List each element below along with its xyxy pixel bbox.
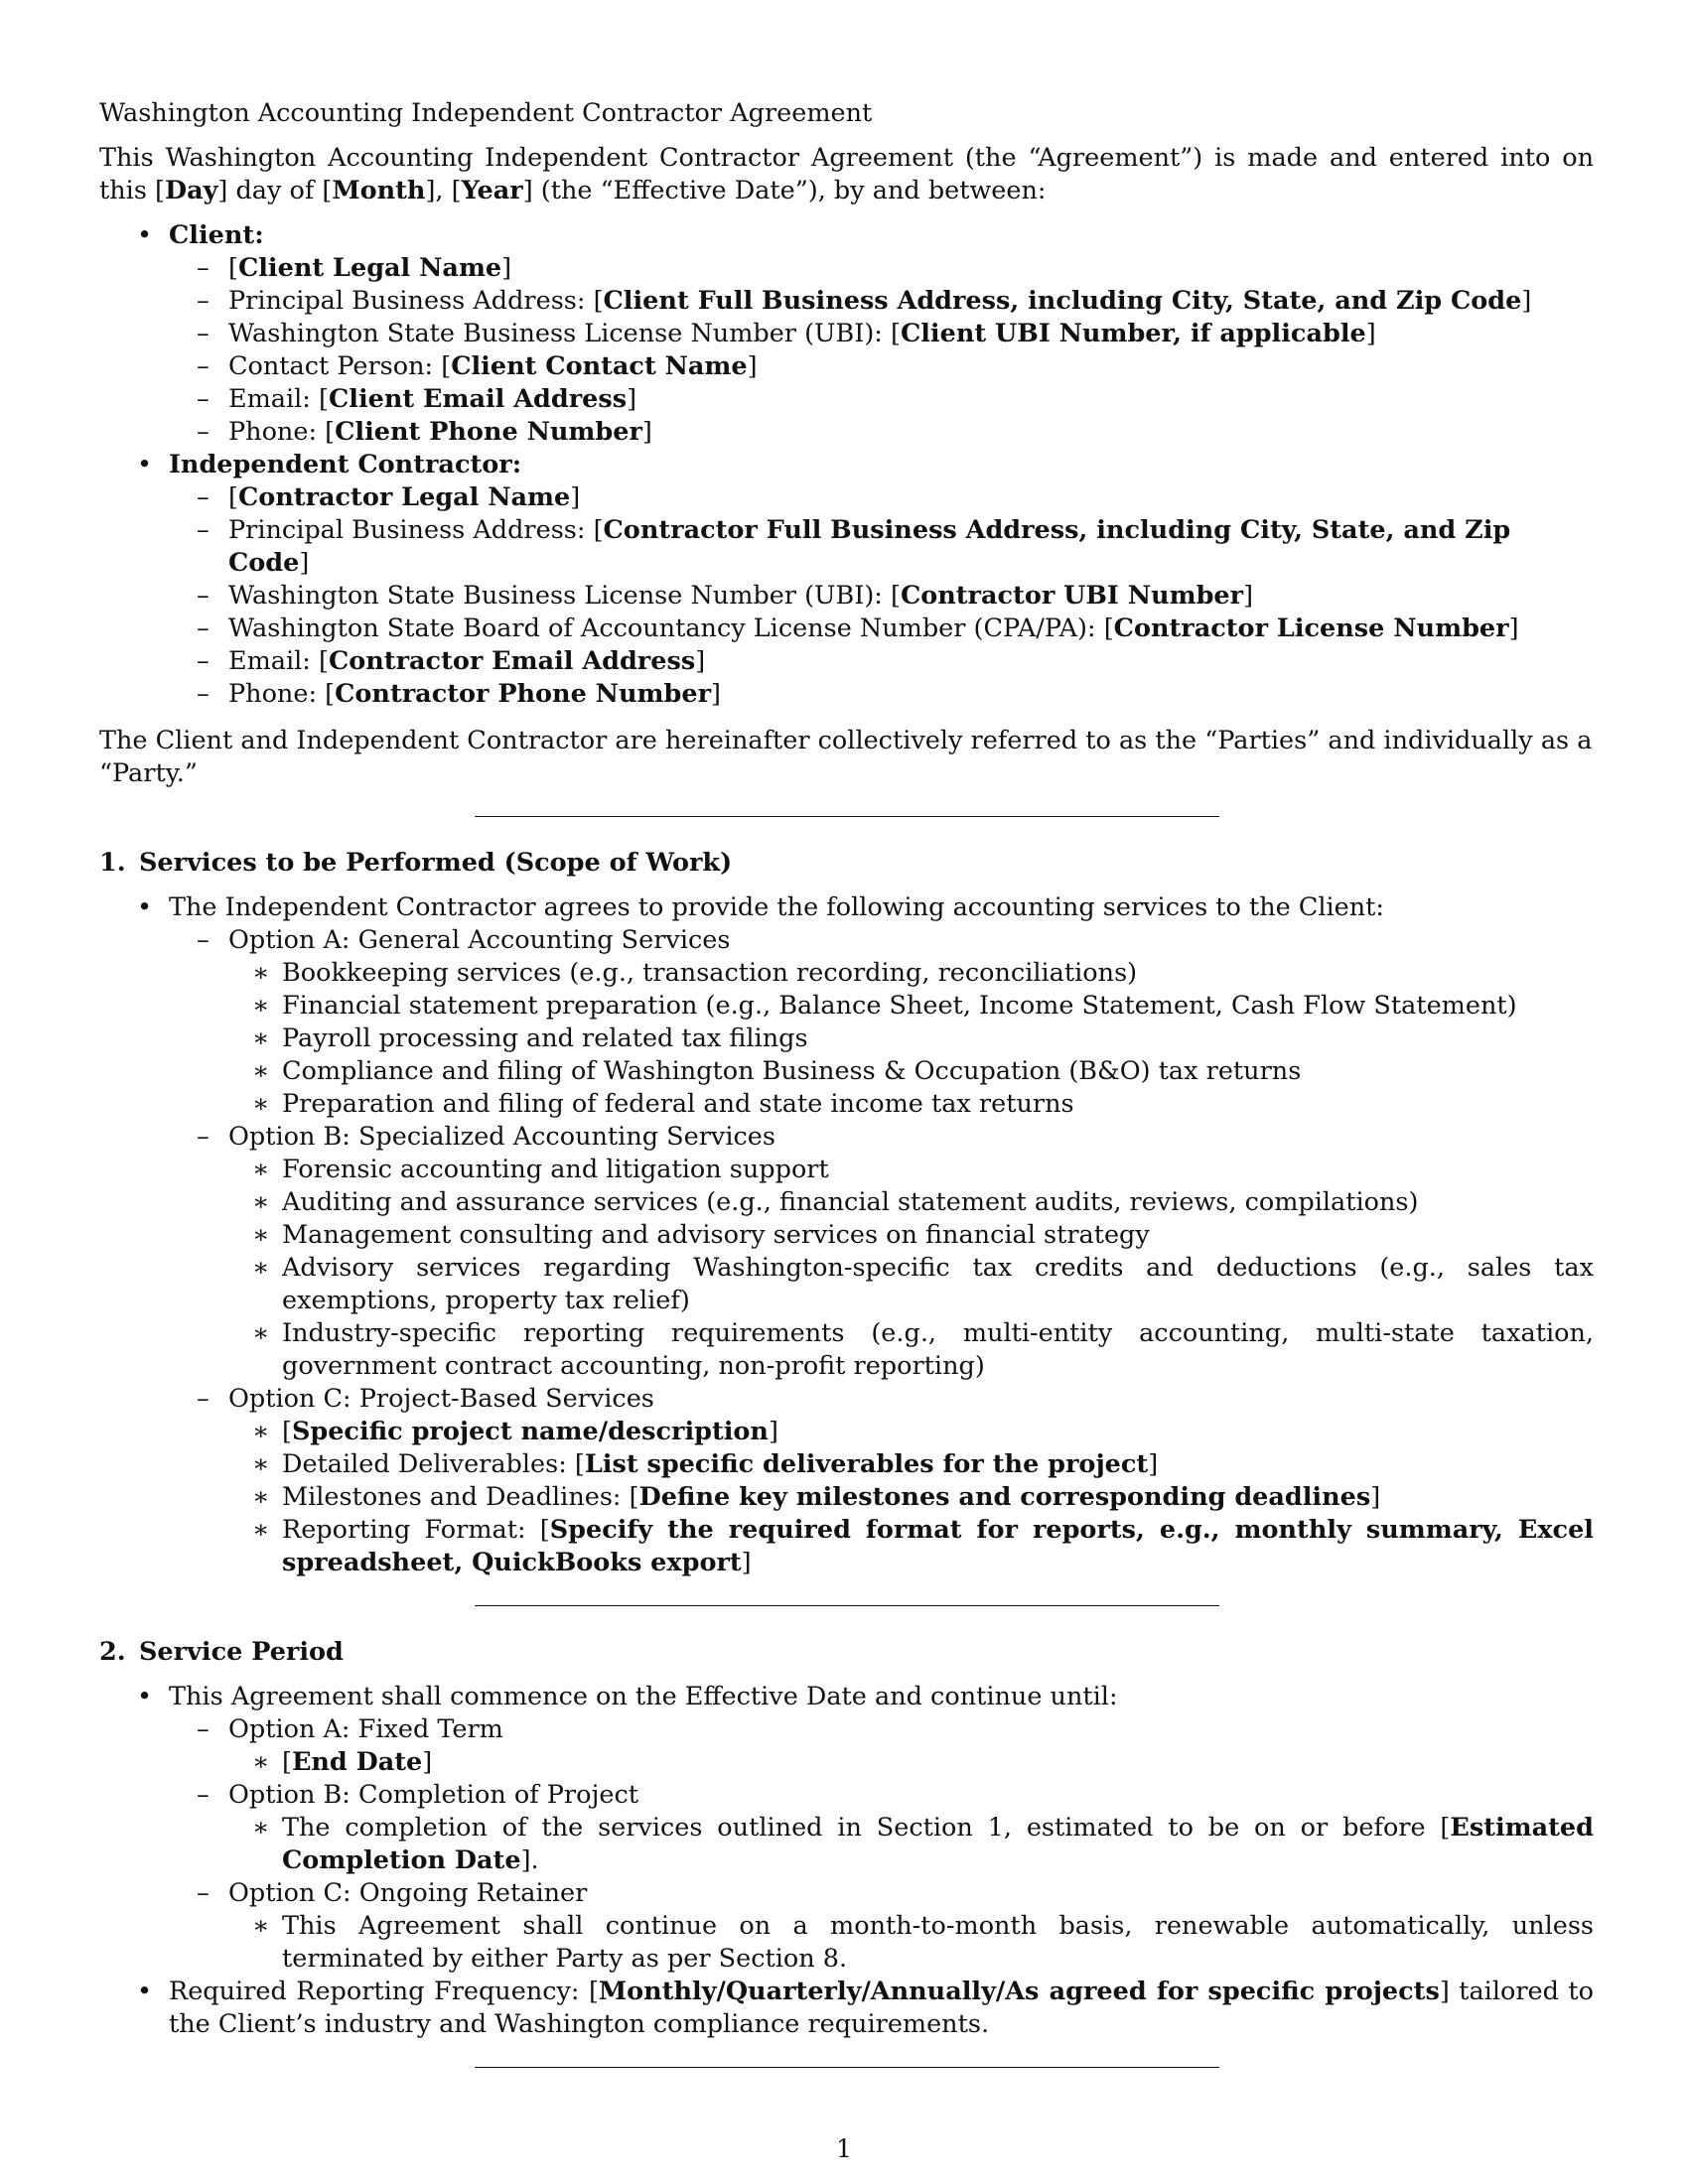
option-c-label: Option C: Ongoing Retainer bbox=[228, 1878, 588, 1908]
section-divider bbox=[475, 816, 1219, 817]
client-address: – Principal Business Address: [Client Full Business Address, including City, State, and Zip Code] bbox=[169, 285, 1594, 318]
intro-text: ] day of [ bbox=[217, 176, 333, 205]
section-2-lead bbox=[99, 1681, 1594, 1976]
option-a-label: Option A: General Accounting Services bbox=[228, 925, 731, 955]
list-item: ∗ Payroll processing and related tax filings bbox=[228, 1023, 1594, 1055]
month-placeholder: Month bbox=[332, 176, 426, 205]
client-legal-name-value: Client Legal Name bbox=[237, 253, 502, 283]
list-item: ∗ This Agreement shall continue on a month-to-month basis, renewable automatically, unless terminated by either Party as per Section 8. bbox=[228, 1910, 1594, 1976]
deliverables-placeholder: List specific deliverables for the project bbox=[584, 1449, 1149, 1479]
list-item bbox=[228, 1812, 1594, 1877]
intro-text: ] (the “Effective Date”), by and between: bbox=[522, 176, 1047, 205]
option-b-label: Option B: Specialized Accounting Services bbox=[228, 1122, 775, 1152]
section-2-title-text: Service Period bbox=[139, 1637, 344, 1667]
section-1-number: 1. bbox=[99, 848, 126, 878]
contractor-legal-name: – [Contractor Legal Name] bbox=[169, 481, 1594, 514]
section-1-lead bbox=[99, 891, 1594, 1579]
option-a-general bbox=[169, 924, 1594, 1121]
completion-date-placeholder: Estimated Completion Date bbox=[282, 1813, 1594, 1875]
client-contact: – Contact Person: [Client Contact Name] bbox=[169, 350, 1594, 383]
option-c-retainer bbox=[169, 1877, 1594, 1976]
list-item: ∗ Auditing and assurance services (e.g., financial statement audits, reviews, compilations) bbox=[228, 1186, 1594, 1219]
contractor-phone-value: Contractor Phone Number bbox=[335, 679, 711, 709]
contractor-email-label: Email: bbox=[228, 646, 320, 676]
reporting-frequency bbox=[99, 1976, 1594, 2041]
contractor-license: – Washington State Board of Accountancy License Number (CPA/PA): [Contractor License Number] bbox=[169, 613, 1594, 645]
completion-text: The completion of the services outlined in Section 1, estimated to be on or before [ bbox=[282, 1813, 1451, 1843]
client-contact-value: Client Contact Name bbox=[451, 351, 748, 381]
list-item: ∗ Bookkeeping services (e.g., transaction recording, reconciliations) bbox=[228, 957, 1594, 990]
list-item: ∗ Detailed Deliverables: [List specific deliverables for the project] bbox=[228, 1448, 1594, 1481]
option-a-fixed-term bbox=[169, 1713, 1594, 1779]
client-phone-value: Client Phone Number bbox=[335, 417, 642, 447]
contractor-address-value: Contractor Full Business Address, including City, State, and Zip Code bbox=[228, 515, 1511, 578]
format-label: Reporting Format: bbox=[282, 1515, 540, 1545]
option-b-completion bbox=[169, 1779, 1594, 1877]
section-1-list bbox=[99, 891, 1594, 1579]
option-c-label: Option C: Project-Based Services bbox=[228, 1384, 654, 1414]
contractor-heading: Independent Contractor: bbox=[169, 450, 522, 479]
section-1-title bbox=[99, 847, 1594, 880]
client-email-label: Email: bbox=[228, 384, 320, 414]
intro-text: ], [ bbox=[425, 176, 462, 205]
option-a-label: Option A: Fixed Term bbox=[228, 1714, 503, 1744]
section-1-title-text: Services to be Performed (Scope of Work) bbox=[139, 848, 733, 878]
year-placeholder: Year bbox=[461, 176, 523, 205]
document-title: Washington Accounting Independent Contractor Agreement bbox=[99, 98, 873, 128]
client-phone-label: Phone: bbox=[228, 417, 326, 447]
page-number: 1 bbox=[835, 2134, 853, 2164]
section-2-lead-text: This Agreement shall commence on the Effective Date and continue until: bbox=[169, 1682, 1118, 1711]
list-item: ∗ [End Date] bbox=[228, 1746, 1594, 1779]
intro-text: This Washington Accounting Independent Contractor Agreement (the “Agreement”) is made and entered into on this [ bbox=[99, 143, 1594, 205]
client-legal-name: – [Client Legal Name] bbox=[169, 252, 1594, 285]
list-item: ∗ Compliance and filing of Washington Business & Occupation (B&O) tax returns bbox=[228, 1055, 1594, 1088]
milestones-placeholder: Define key milestones and corresponding deadlines bbox=[638, 1482, 1371, 1512]
section-divider bbox=[475, 2067, 1219, 2068]
project-name-placeholder: Specific project name/description bbox=[291, 1417, 769, 1446]
option-c-project bbox=[169, 1383, 1594, 1579]
contractor-phone-label: Phone: bbox=[228, 679, 326, 709]
contractor-address: – Principal Business Address: [Contractor Full Business Address, including City, State, and Zip Code] bbox=[169, 514, 1594, 580]
frequency-label: Required Reporting Frequency: [ bbox=[169, 1977, 599, 2006]
format-placeholder: Specify the required format for reports, e.g., monthly summary, Excel spreadsheet, QuickBooks export bbox=[282, 1515, 1594, 1577]
client-address-value: Client Full Business Address, including City, State, and Zip Code bbox=[603, 286, 1522, 316]
client-email-value: Client Email Address bbox=[328, 384, 628, 414]
list-item: ∗ Preparation and filing of federal and state income tax returns bbox=[228, 1088, 1594, 1121]
section-1-lead-text: The Independent Contractor agrees to provide the following accounting services to the Client: bbox=[169, 892, 1385, 922]
contractor-license-label: Washington State Board of Accountancy License Number (CPA/PA): bbox=[228, 614, 1104, 643]
contractor-block bbox=[99, 449, 1594, 711]
contractor-ubi: – Washington State Business License Number (UBI): [Contractor UBI Number] bbox=[169, 580, 1594, 613]
option-b-specialized bbox=[169, 1121, 1594, 1383]
client-ubi-label: Washington State Business License Number (UBI): bbox=[228, 319, 891, 348]
document-page bbox=[99, 97, 1594, 2098]
list-item: ∗ Industry-specific reporting requirements (e.g., multi-entity accounting, multi-state taxation, government contract accounting, non-profit reporting) bbox=[228, 1317, 1594, 1383]
parties-definition: The Client and Independent Contractor are hereinafter collectively referred to as the “Parties” and individually as a “Party.” bbox=[99, 726, 1593, 788]
client-ubi-value: Client UBI Number, if applicable bbox=[900, 319, 1366, 348]
contractor-email: – Email: [Contractor Email Address] bbox=[169, 645, 1594, 678]
frequency-placeholder: Monthly/Quarterly/Annually/As agreed for specific projects bbox=[598, 1977, 1440, 2006]
contractor-phone: – Phone: [Contractor Phone Number] bbox=[169, 678, 1594, 711]
list-item: ∗ Milestones and Deadlines: [Define key milestones and corresponding deadlines] bbox=[228, 1481, 1594, 1514]
list-item: ∗ [Specific project name/description] bbox=[228, 1416, 1594, 1448]
deliverables-label: Detailed Deliverables: bbox=[282, 1449, 575, 1479]
completion-text-end: ]. bbox=[520, 1845, 539, 1875]
day-placeholder: Day bbox=[164, 176, 218, 205]
contractor-legal-name-value: Contractor Legal Name bbox=[237, 482, 571, 512]
section-2-title bbox=[99, 1636, 1594, 1669]
client-block bbox=[99, 219, 1594, 449]
section-2-number: 2. bbox=[99, 1637, 126, 1667]
contractor-address-label: Principal Business Address: bbox=[228, 515, 594, 545]
list-item: ∗ Financial statement preparation (e.g., Balance Sheet, Income Statement, Cash Flow Statement) bbox=[228, 990, 1594, 1023]
frequency-text-end: ] tailored to the Client’s industry and Washington compliance requirements. bbox=[169, 1977, 1594, 2039]
contractor-ubi-label: Washington State Business License Number (UBI): bbox=[228, 581, 891, 611]
section-divider bbox=[475, 1605, 1219, 1606]
client-phone: – Phone: [Client Phone Number] bbox=[169, 416, 1594, 449]
client-heading: Client: bbox=[169, 220, 264, 250]
parties-list bbox=[99, 219, 1594, 711]
end-date-placeholder: End Date bbox=[291, 1747, 423, 1777]
contractor-ubi-value: Contractor UBI Number bbox=[900, 581, 1244, 611]
client-address-label: Principal Business Address: bbox=[228, 286, 594, 316]
contractor-license-value: Contractor License Number bbox=[1113, 614, 1509, 643]
list-item: ∗ Forensic accounting and litigation support bbox=[228, 1154, 1594, 1186]
list-item: ∗ Reporting Format: [Specify the required format for reports, e.g., monthly summary, Excel spreadsheet, QuickBooks export] bbox=[228, 1514, 1594, 1579]
list-item: ∗ Advisory services regarding Washington-specific tax credits and deductions (e.g., sales tax exemptions, property tax relief) bbox=[228, 1252, 1594, 1317]
client-contact-label: Contact Person: bbox=[228, 351, 442, 381]
client-ubi: – Washington State Business License Number (UBI): [Client UBI Number, if applicable] bbox=[169, 318, 1594, 350]
option-b-label: Option B: Completion of Project bbox=[228, 1780, 638, 1810]
contractor-email-value: Contractor Email Address bbox=[328, 646, 696, 676]
intro-paragraph bbox=[99, 142, 1594, 207]
list-item: ∗ Management consulting and advisory services on financial strategy bbox=[228, 1219, 1594, 1252]
milestones-label: Milestones and Deadlines: bbox=[282, 1482, 630, 1512]
client-email: – Email: [Client Email Address] bbox=[169, 383, 1594, 416]
section-2-list bbox=[99, 1681, 1594, 2041]
